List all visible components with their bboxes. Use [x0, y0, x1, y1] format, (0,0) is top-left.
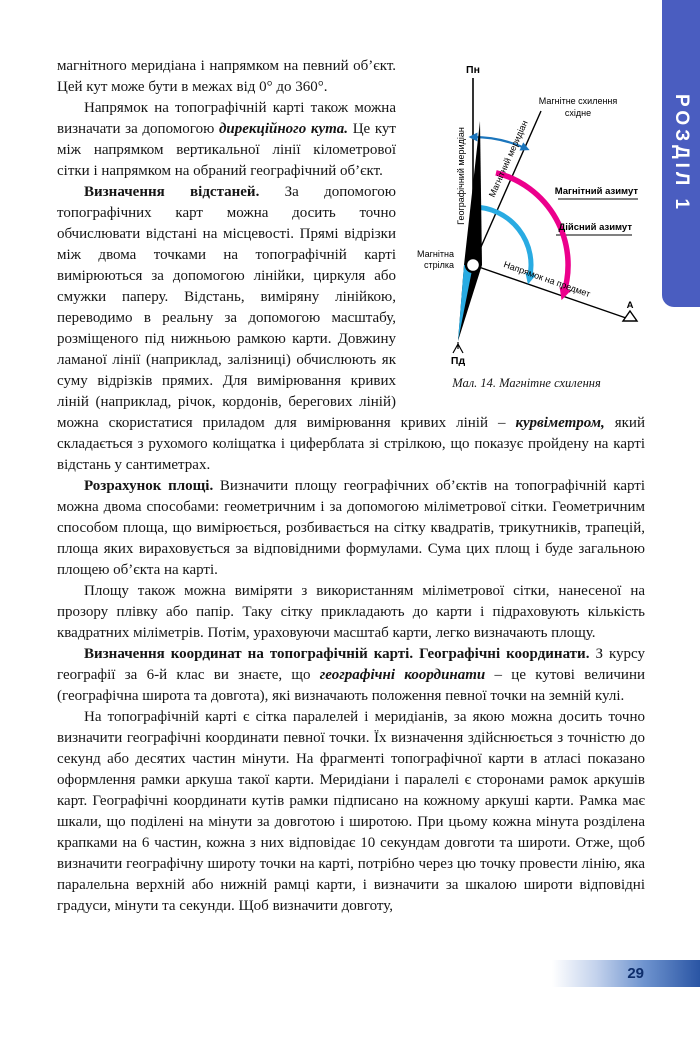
paragraph	[57, 644, 645, 707]
label-needle-2: стрілка	[423, 260, 454, 270]
text-run: магнітного меридіана і напрямком на певний об’єкт. Цей кут може бути в межах від 0° до 360°.	[57, 58, 396, 95]
text-run: географічні координати	[319, 667, 486, 683]
text-run: Розрахунок площі.	[84, 478, 214, 494]
paragraph	[57, 476, 645, 581]
figure-caption-number: Мал. 14.	[452, 376, 497, 390]
page-number: 29	[627, 965, 644, 982]
text-run: Це кут між напрямком вертикальної лінії кілометрової сітки і напрямком на обраний географічний об’єкт.	[57, 121, 396, 179]
needle-pivot	[466, 258, 480, 272]
text-run: Площу також можна виміряти з використанням міліметрової сітки, нанесеної на прозору плівку або папір. Таку сітку прикладають до карти і підраховують кількість квадратних міліметрів. Потім, ураховуючи масштаб карти, легко визначають площу.	[57, 583, 645, 641]
figure-caption-title: Магнітне схилення	[499, 376, 601, 390]
paragraph	[57, 707, 645, 917]
label-south: Пд	[450, 355, 466, 366]
text-run: Визначення координат на топографічній карті. Географічні координати.	[84, 646, 590, 662]
label-declination-2: східне	[564, 108, 592, 118]
page-number-strip	[552, 960, 700, 987]
text-run: Визначення відстаней.	[84, 184, 260, 200]
label-declination-1: Магнітне схилення	[538, 96, 618, 106]
label-direction-to-object: Напрямок на предмет	[502, 259, 592, 300]
text-run: Напрямок на топографічній карті також можна визначати за допомогою	[57, 100, 396, 137]
text-run: курвіметром,	[515, 415, 605, 431]
figure-magnetic-declination	[408, 58, 645, 391]
paragraph	[57, 581, 645, 644]
chapter-tab	[662, 0, 700, 307]
label-true-azimuth: Дійсний азимут	[558, 222, 632, 233]
text-run: З курсу географії за 6-й клас ви знаєте, що	[57, 646, 645, 683]
label-north: Пн	[466, 64, 480, 76]
chapter-tab-label: РОЗДІЛ 1	[671, 93, 692, 214]
label-geographic-meridian: Географічний меридіан	[456, 127, 466, 225]
figure-caption	[408, 376, 645, 391]
label-magnetic-azimuth: Магнітний азимут	[554, 186, 638, 197]
text-run: – це кутові величини (географічна широта та довгота), які визначають положення певної точки на земній кулі.	[57, 667, 645, 704]
label-point-a: А	[626, 300, 634, 311]
magnetic-declination-diagram	[408, 58, 645, 366]
text-run: дирекційного кута.	[218, 121, 349, 137]
text-run: За допомогою топографічних карт можна досить точно обчислювати відстані на місцевості. Прямі відрізки між двома точками на топографічній карті вимірюються за допомогою лінійки, циркуля або смужки паперу. Відстань, виміряну лінійкою, переводимо в реальну за допомогою масштабу, розміщеного під нижньою рамкою карти. Довжину ламаної лінії (наприклад, залізниці) обчислюють як суму відрізків прямих. Для вимірювання кривих ліній (наприклад, річок, кордонів, берегових ліній) можна скористатися приладом для вимірювання кривих ліній –	[57, 184, 516, 431]
label-magnetic-meridian: Магнітний меридіан	[486, 118, 530, 199]
text-run: Визначити площу географічних об’єктів на топографічній карті можна двома способами: геометричним і за допомогою міліметрової сітки. Геометричним способом площа, що вимірюється, розбивається на сітку квадратів, трикутників, трапецій, площа яких вираховується за відповідними формулами. Сума цих площ і буде загальною площею об’єкта на карті.	[57, 478, 646, 578]
main-text	[57, 56, 645, 917]
text-run: На топографічній карті є сітка паралелей і меридіанів, за якою можна досить точно визначити географічні координати певної точки. Їх визначення здійснюється з точністю до секунд або десятих частин мінути. На фрагменті топографічної карти в атласі показано оформлення рамки аркуша такої карти. Меридіани і паралелі є сторонами рамок аркушів карт. Географічні координати кутів рамки підписано на кожному аркуші карти. Рамка має шкали, що поділені на мінути за довготою і широтою. При цьому кожна мінута розділена крапками на 6 частин, кожна з них відповідає 10 секундам довготи та широти. Отже, щоб визначити географічну широту точки на карті, потрібно через цю точку провести лінію, яка паралельна верхній або нижній рамці карти, і визначити за шкалою широти відповідні градуси, мінути та секунди. Щоб визначити довготу,	[57, 709, 645, 914]
point-a-symbol	[623, 311, 637, 321]
direction-to-object-line	[473, 265, 626, 318]
text-run: який складається з рухомого коліщатка і циферблата зі стрілкою, що показує пройдену на карті відстань у сантиметрах.	[57, 415, 645, 473]
south-fork-mark	[453, 342, 463, 353]
label-needle-1: Магнітна	[417, 249, 454, 259]
